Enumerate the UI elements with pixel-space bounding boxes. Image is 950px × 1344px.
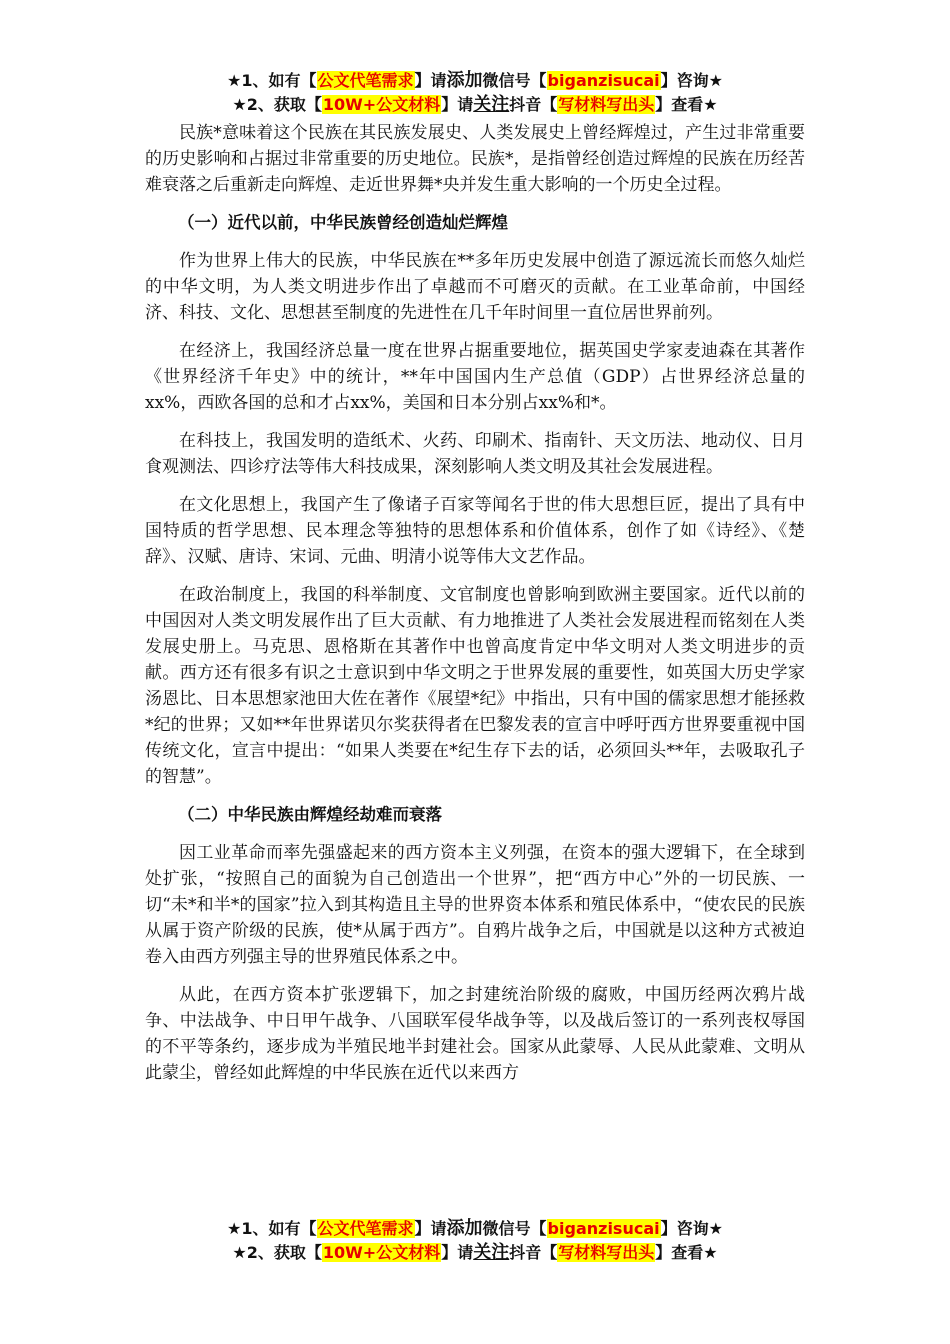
highlight-wechat-id: biganzisucai	[547, 1219, 660, 1238]
highlight-douyin: 写材料写出头	[558, 1243, 655, 1262]
banner-text: 】咨询★	[660, 1219, 723, 1238]
banner-line-2	[0, 94, 950, 118]
highlight-douyin: 写材料写出头	[558, 95, 655, 114]
paragraph: 因工业革命而率先强盛起来的西方资本主义列强，在资本的强大逻辑下，在全球到处扩张，“按照自己的面貌为自己创造出一个世界”，把“西方中心”外的一切民族、一切“未*和半*的国家”拉入到其构造且主导的世界资本体系和殖民体系中，“使农民的民族从属于资产阶级的民族，使*从属于西方”。自鸦片战争之后，中国就是以这种方式被迫卷入由西方列强主导的世界殖民体系之中。	[145, 843, 805, 967]
banner-text: ★2、获取【	[232, 95, 322, 114]
banner-text: 抖音【	[509, 95, 558, 114]
banner-emphasis: 添加	[446, 1218, 483, 1239]
highlight-service: 公文代笔需求	[317, 71, 414, 90]
banner-text: ★1、如有【	[227, 71, 317, 90]
highlight-materials: 10W+公文材料	[322, 95, 441, 114]
banner-text: 微信号【	[482, 71, 547, 90]
section-heading-1: （一）近代以前，中华民族曾经创造灿烂辉煌	[178, 213, 508, 232]
top-banner	[0, 70, 950, 118]
paragraph: 从此，在西方资本扩张逻辑下，加之封建统治阶级的腐败，中国历经两次鸦片战争、中法战争、中日甲午战争、八国联军侵华战争等，以及战后签订的一系列丧权辱国的不平等条约，逐步成为半殖民地半封建社会。国家从此蒙辱、人民从此蒙难、文明从此蒙尘，曾经如此辉煌的中华民族在近代以来西方	[145, 985, 805, 1083]
banner-emphasis: 添加	[446, 70, 483, 91]
banner-line-1	[0, 1218, 950, 1242]
document-body	[145, 120, 805, 1094]
banner-text: ★2、获取【	[232, 1243, 322, 1262]
banner-text: 】请	[441, 95, 474, 114]
paragraph: 作为世界上伟大的民族，中华民族在**多年历史发展中创造了源远流长而悠久灿烂的中华文明，为人类文明进步作出了卓越而不可磨灭的贡献。在工业革命前，中国经济、科技、文化、思想甚至制度的先进性在几千年时间里一直位居世界前列。	[145, 251, 805, 323]
paragraph: 在政治制度上，我国的科举制度、文官制度也曾影响到欧洲主要国家。近代以前的中国因对人类文明发展作出了巨大贡献、有力地推进了人类社会发展进程而铭刻在人类发展史册上。马克思、恩格斯在其著作中也曾高度肯定中华文明对人类文明进步的贡献。西方还有很多有识之士意识到中华文明之于世界发展的重要性，如英国大历史学家汤恩比、日本思想家池田大佐在著作《展望*纪》中指出，只有中国的儒家思想才能拯救*纪的世界；又如**年世界诺贝尔奖获得者在巴黎发表的宣言中呼吁西方世界要重视中国传统文化，宣言中提出：“如果人类要在*纪生存下去的话，必须回头**年，去吸取孔子的智慧”。	[145, 585, 805, 787]
banner-text: 】请	[414, 71, 447, 90]
paragraph: 在文化思想上，我国产生了像诸子百家等闻名于世的伟大思想巨匠，提出了具有中国特质的哲学思想、民本理念等独特的思想体系和价值体系，创作了如《诗经》、《楚辞》、汉赋、唐诗、宋词、元曲、明清小说等伟大文艺作品。	[145, 495, 805, 567]
banner-text: 】查看★	[655, 1243, 718, 1262]
banner-text: 微信号【	[482, 1219, 547, 1238]
banner-line-2	[0, 1242, 950, 1266]
banner-emphasis: 关注	[473, 94, 510, 115]
banner-text: 】请	[414, 1219, 447, 1238]
banner-text: 】查看★	[655, 95, 718, 114]
highlight-materials: 10W+公文材料	[322, 1243, 441, 1262]
banner-text: 】请	[441, 1243, 474, 1262]
highlight-service: 公文代笔需求	[317, 1219, 414, 1238]
banner-emphasis: 关注	[473, 1242, 510, 1263]
banner-text: 抖音【	[509, 1243, 558, 1262]
highlight-wechat-id: biganzisucai	[547, 71, 660, 90]
banner-text: 】咨询★	[660, 71, 723, 90]
paragraph: 在科技上，我国发明的造纸术、火药、印刷术、指南针、天文历法、地动仪、日月食观测法、四诊疗法等伟大科技成果，深刻影响人类文明及其社会发展进程。	[145, 431, 805, 477]
banner-line-1	[0, 70, 950, 94]
paragraph: 在经济上，我国经济总量一度在世界占据重要地位，据英国史学家麦迪森在其著作《世界经济千年史》中的统计，**年中国国内生产总值（GDP）占世界经济总量的xx%，西欧各国的总和才占xx%，美国和日本分别占xx%和*。	[145, 341, 805, 413]
intro-paragraph: 民族*意味着这个民族在其民族发展史、人类发展史上曾经辉煌过，产生过非常重要的历史影响和占据过非常重要的历史地位。民族*，是指曾经创造过辉煌的民族在历经苦难衰落之后重新走向辉煌、走近世界舞*央并发生重大影响的一个历史全过程。	[145, 123, 805, 195]
bottom-banner	[0, 1218, 950, 1266]
banner-text: ★1、如有【	[227, 1219, 317, 1238]
section-heading-2: （二）中华民族由辉煌经劫难而衰落	[178, 805, 442, 824]
